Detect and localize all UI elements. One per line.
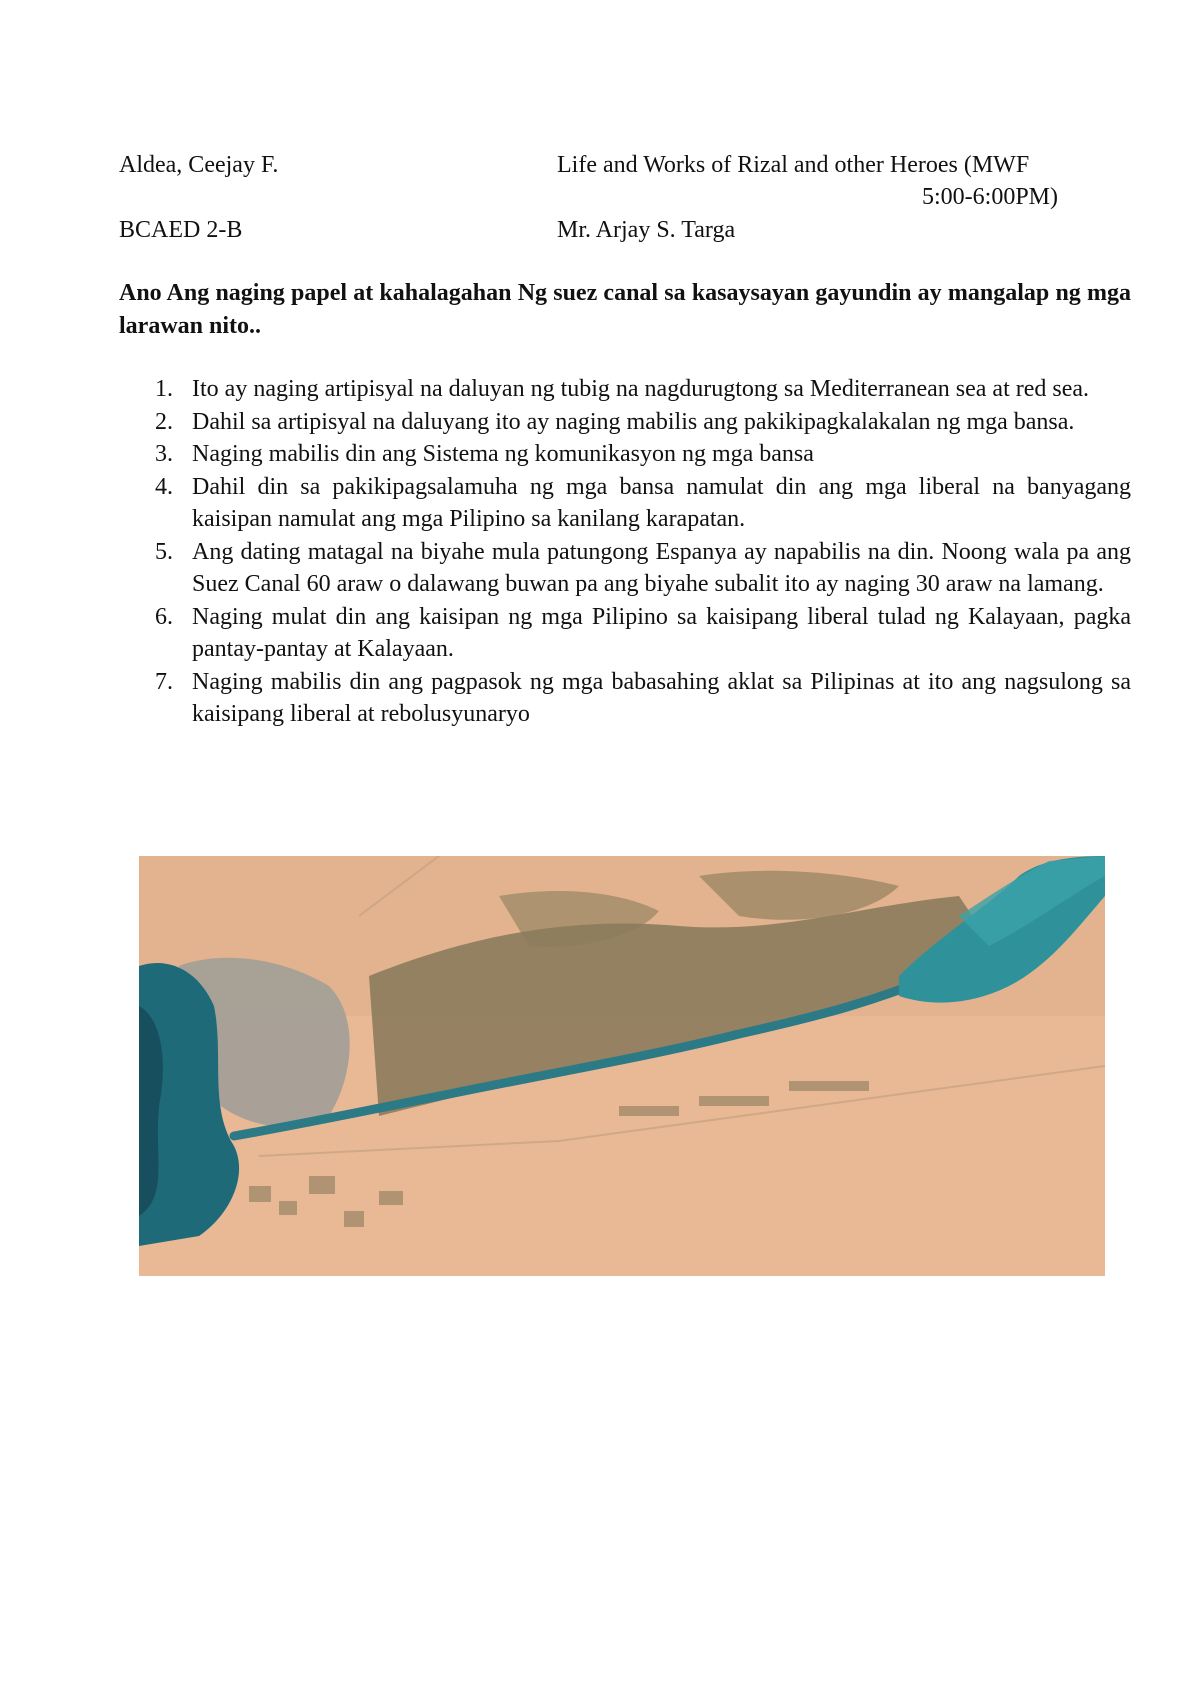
list-item: [119, 438, 1131, 471]
list-item: [119, 601, 1131, 666]
list-item: [119, 373, 1131, 406]
class-schedule: 5:00-6:00PM): [922, 184, 1059, 210]
list-item: [119, 536, 1131, 601]
list-number: 6.: [155, 603, 173, 630]
list-text: Dahil din sa pakikipagsalamuha ng mga bansa namulat din ang mga liberal na banyagang kaisipan namulat ang mga Pilipino sa kanilang karapatan.: [192, 473, 1131, 532]
list-item: [119, 666, 1131, 731]
satellite-illustration: [139, 856, 1105, 1276]
list-text: Ang dating matagal na biyahe mula patungong Espanya ay napabilis na din. Noong wala pa ang Suez Canal 60 araw o dalawang buwan pa ang biyahe subalit ito ay naging 30 araw na lamang.: [192, 538, 1131, 597]
list-text: Naging mabilis din ang pagpasok ng mga babasahing aklat sa Pilipinas at ito ang nagsulong sa kaisipang liberal at rebolusyunaryo: [192, 668, 1131, 727]
list-item: [119, 406, 1131, 439]
list-number: 7.: [155, 668, 173, 695]
student-name: Aldea, Ceejay F.: [119, 152, 279, 178]
list-number: 4.: [155, 473, 173, 500]
list-number: 2.: [155, 408, 173, 435]
list-text: Dahil sa artipisyal na daluyang ito ay naging mabilis ang pakikipagkalakalan ng mga bansa.: [192, 408, 1075, 435]
student-section: BCAED 2-B: [119, 217, 243, 243]
list-number: 1.: [155, 376, 173, 402]
course-title: Life and Works of Rizal and other Heroes (MWF: [557, 152, 1030, 178]
question-heading: Ano Ang naging papel at kahalagahan Ng suez canal sa kasaysayan gayundin ay mangalap ng mga larawan nito..: [119, 280, 1131, 339]
list-item: [119, 471, 1131, 536]
list-number: 3.: [155, 441, 173, 467]
list-text: Naging mabilis din ang Sistema ng komunikasyon ng mga bansa: [192, 441, 814, 467]
instructor-name: Mr. Arjay S. Targa: [557, 217, 736, 243]
answer-list: [119, 373, 1131, 731]
list-text: Ito ay naging artipisyal na daluyan ng tubig na nagdurugtong sa Mediterranean sea at red sea.: [192, 376, 1090, 402]
list-text: Naging mulat din ang kaisipan ng mga Pilipino sa kaisipang liberal tulad ng Kalayaan, pagka pantay-pantay at Kalayaan.: [192, 603, 1131, 662]
list-number: 5.: [155, 538, 173, 565]
suez-canal-satellite-image: [139, 856, 1105, 1276]
